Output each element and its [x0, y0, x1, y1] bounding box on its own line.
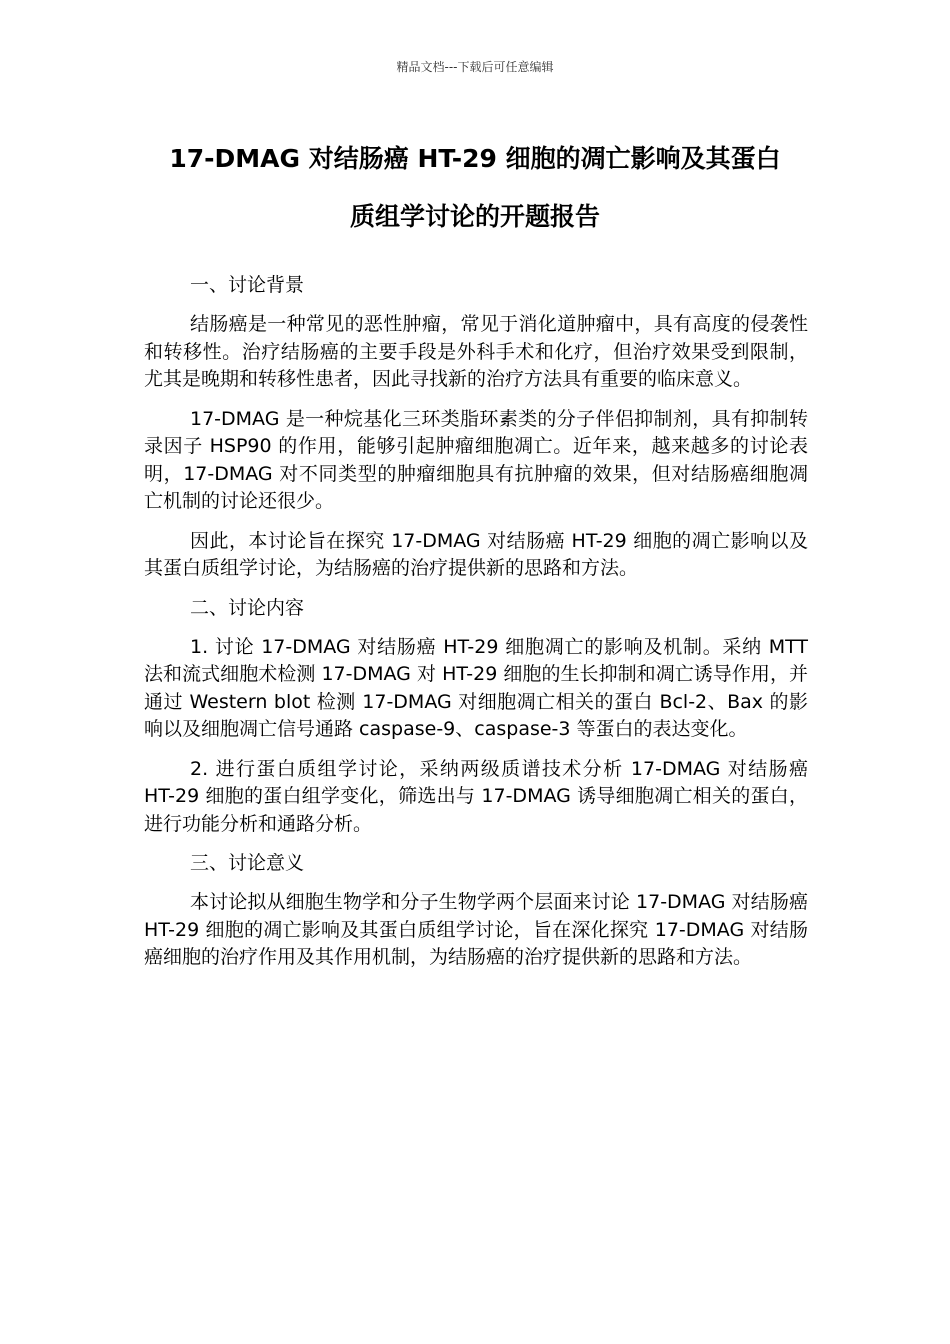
section-content	[144, 595, 808, 839]
paragraph: 1. 讨论 17-DMAG 对结肠癌 HT-29 细胞凋亡的影响及机制。采纳 MTT 法和流式细胞术检测 17-DMAG 对 HT-29 细胞的生长抑制和凋亡诱导作用，并通过 Western blot 检测 17-DMAG 对细胞凋亡相关的蛋白 Bcl-2、Bax 的影响以及细胞凋亡信号通路 caspase-9、caspase-3 等蛋白的表达变化。	[144, 635, 808, 740]
document-body	[144, 272, 808, 984]
document-title-line-2: 质组学讨论的开题报告	[349, 202, 600, 231]
paragraph: 2. 进行蛋白质组学讨论，采纳两级质谱技术分析 17-DMAG 对结肠癌 HT-29 细胞的蛋白组学变化，筛选出与 17-DMAG 诱导细胞凋亡相关的蛋白，进行功能分析和通路分析。	[144, 757, 808, 835]
section-background	[144, 272, 808, 583]
paragraph: 本讨论拟从细胞生物学和分子生物学两个层面来讨论 17-DMAG 对结肠癌 HT-29 细胞的凋亡影响及其蛋白质组学讨论，旨在深化探究 17-DMAG 对结肠癌细胞的治疗作用及其作用机制，为结肠癌的治疗提供新的思路和方法。	[144, 891, 808, 968]
section-heading: 二、讨论内容	[190, 596, 305, 619]
document-title	[120, 130, 830, 246]
paragraph: 因此，本讨论旨在探究 17-DMAG 对结肠癌 HT-29 细胞的凋亡影响以及其蛋白质组学讨论，为结肠癌的治疗提供新的思路和方法。	[144, 529, 808, 579]
paragraph: 17-DMAG 是一种烷基化三环类脂环素类的分子伴侣抑制剂，具有抑制转录因子 HSP90 的作用，能够引起肿瘤细胞凋亡。近年来，越来越多的讨论表明，17-DMAG 对不同类型的肿瘤细胞具有抗肿瘤的效果，但对结肠癌细胞凋亡机制的讨论还很少。	[144, 407, 808, 512]
header-note: 精品文档---下载后可任意编辑	[396, 60, 554, 74]
section-heading: 一、讨论背景	[190, 274, 305, 296]
paragraph: 结肠癌是一种常见的恶性肿瘤，常见于消化道肿瘤中，具有高度的侵袭性和转移性。治疗结肠癌的主要手段是外科手术和化疗，但治疗效果受到限制，尤其是晚期和转移性患者，因此寻找新的治疗方法具有重要的临床意义。	[144, 313, 808, 390]
document-title-line-1: 17-DMAG 对结肠癌 HT-29 细胞的凋亡影响及其蛋白	[169, 144, 781, 173]
section-heading: 三、讨论意义	[190, 852, 305, 874]
section-significance	[144, 850, 808, 972]
